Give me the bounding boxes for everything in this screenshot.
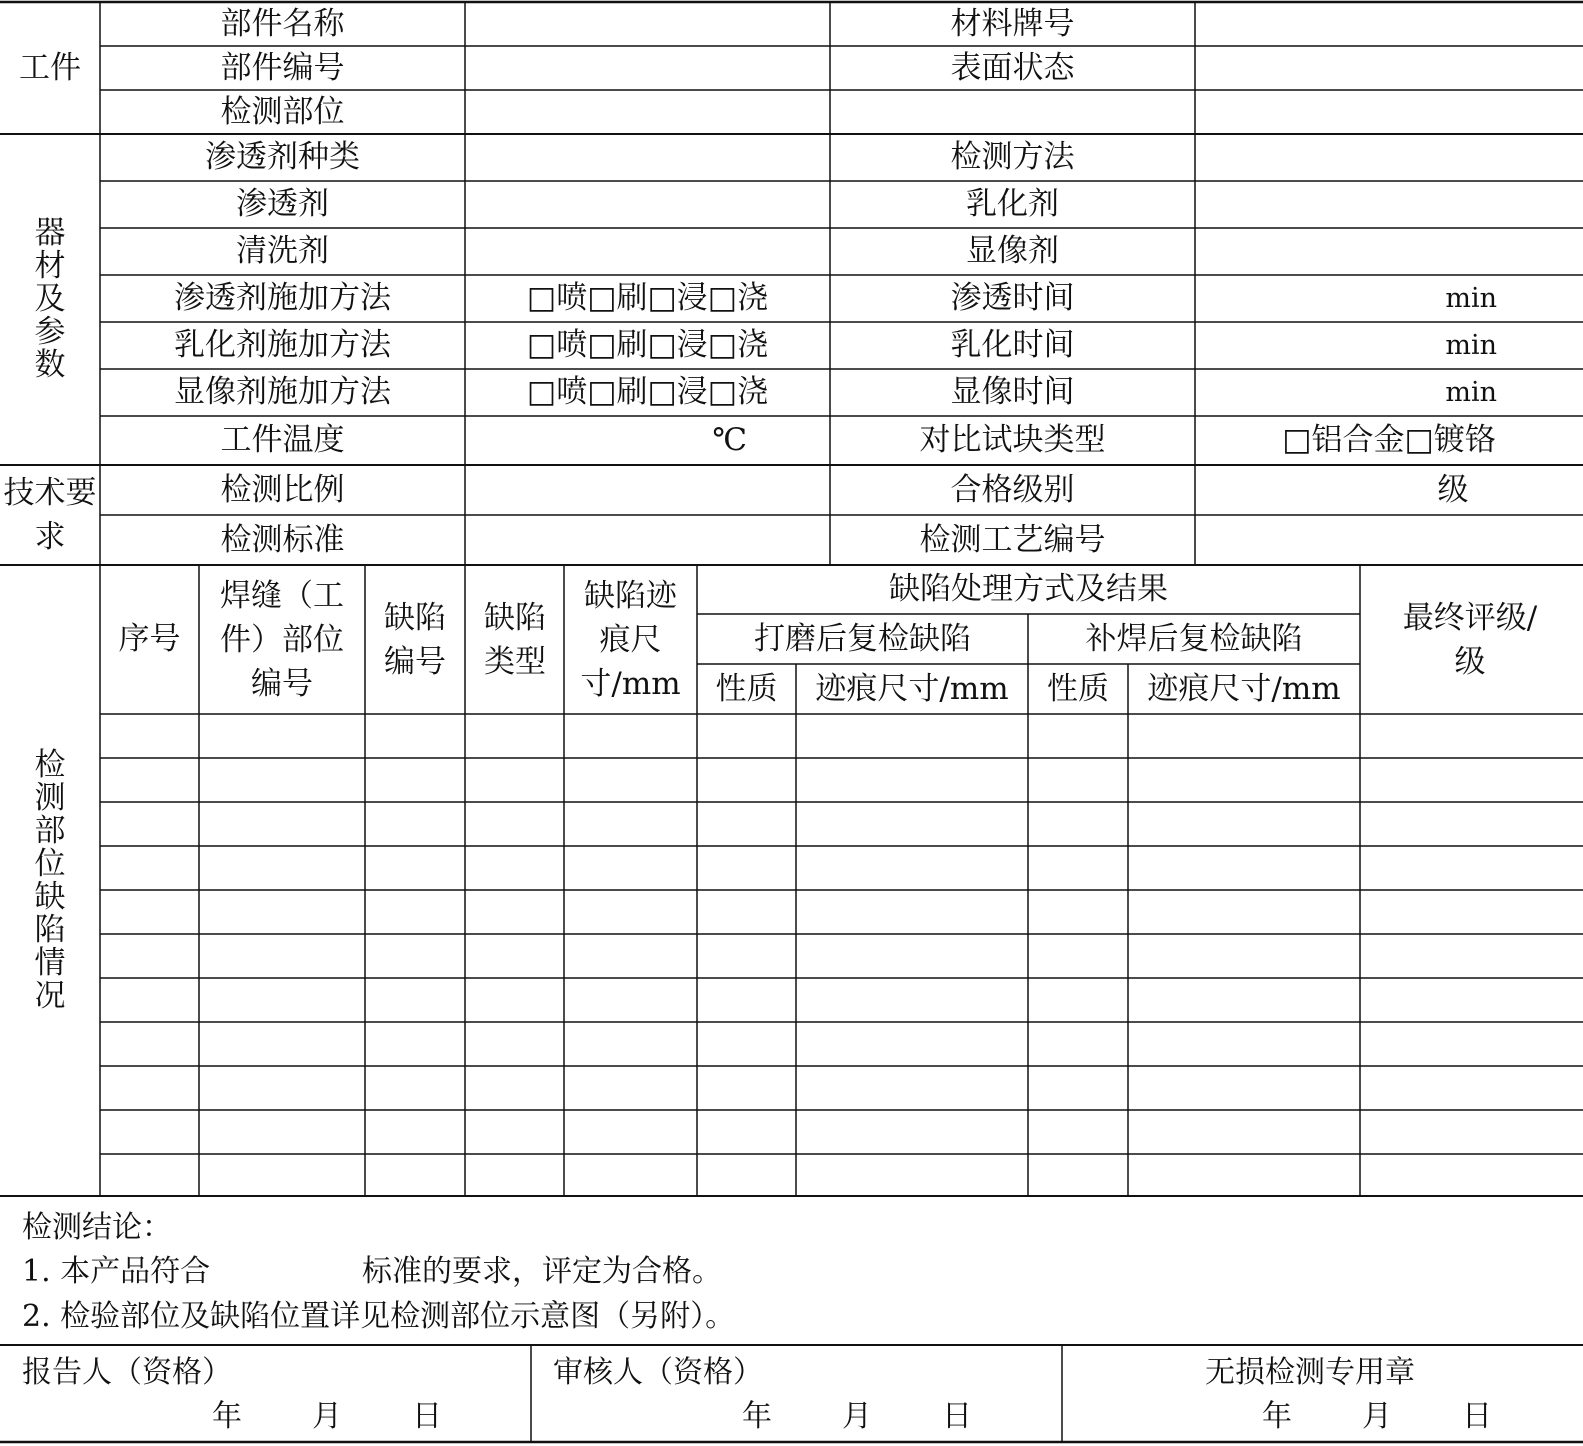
- penetrant-value[interactable]: [465, 181, 830, 228]
- standard-value[interactable]: [465, 515, 830, 565]
- reviewer-month: 月: [842, 1399, 872, 1434]
- label-develop-time: 显像时间: [950, 374, 1075, 411]
- test-method-value[interactable]: [1195, 134, 1583, 181]
- penetration-time-unit: min: [1445, 282, 1497, 314]
- reviewer-day: 日: [942, 1399, 972, 1434]
- reviewer-label: 审核人（资格）: [553, 1355, 763, 1390]
- conclusion-line1-start: 1. 本产品符合: [22, 1254, 211, 1289]
- label-developer-apply: 显像剂施加方法: [174, 374, 391, 411]
- section-workpiece: 工件: [19, 49, 81, 86]
- emulsifier-apply-options[interactable]: □喷□刷□浸□浇: [526, 327, 769, 364]
- reviewer-year: 年: [742, 1399, 772, 1434]
- label-test-method: 检测方法: [950, 139, 1075, 176]
- penetrant-type-value[interactable]: [465, 134, 830, 181]
- col-header-seq: 序号: [118, 621, 181, 658]
- col-header-nature-2: 性质: [1047, 670, 1109, 707]
- cleaner-value[interactable]: [465, 228, 830, 275]
- col-header-treatment: 缺陷处理方式及结果: [889, 571, 1168, 608]
- conclusion-title: 检测结论：: [22, 1210, 172, 1245]
- label-cleaner: 清洗剂: [236, 233, 329, 270]
- col-header-defect-no: 缺陷编号: [384, 599, 446, 680]
- conclusion-line2: 2. 检验部位及缺陷位置详见检测部位示意图（另附）。: [22, 1299, 736, 1334]
- ratio-value[interactable]: [465, 465, 830, 515]
- reporter-day: 日: [412, 1399, 442, 1434]
- stamp-day: 日: [1462, 1399, 1492, 1434]
- label-acceptance-level: 合格级别: [950, 471, 1075, 508]
- col-header-trace-1: 迹痕尺寸/mm: [815, 670, 1009, 707]
- reporter-year: 年: [212, 1399, 242, 1434]
- label-procedure-no: 检测工艺编号: [919, 521, 1106, 558]
- label-ref-block-type: 对比试块类型: [919, 422, 1106, 459]
- label-surface-state: 表面状态: [950, 49, 1075, 86]
- emulsifier-value[interactable]: [1195, 181, 1583, 228]
- developer-apply-options[interactable]: □喷□刷□浸□浇: [526, 374, 769, 411]
- col-header-final-grade: 最终评级/级: [1402, 599, 1538, 680]
- section-requirements: 技术要求: [3, 475, 97, 555]
- label-penetrant: 渗透剂: [236, 186, 329, 223]
- conclusion-standard-blank[interactable]: [228, 1255, 358, 1291]
- label-inspection-site: 检测部位: [220, 93, 345, 130]
- emulsify-time-unit: min: [1445, 329, 1497, 361]
- inspection-site-value[interactable]: [465, 90, 1583, 134]
- ref-block-options[interactable]: □铝合金□镀铬: [1282, 422, 1496, 459]
- col-header-after-repair: 补焊后复检缺陷: [1085, 620, 1303, 657]
- defect-rows-area[interactable]: [100, 714, 1583, 1196]
- label-emulsify-time: 乳化时间: [950, 327, 1075, 364]
- surface-state-value[interactable]: [1195, 46, 1583, 90]
- label-emulsifier-apply: 乳化剂施加方法: [174, 327, 391, 364]
- label-penetrant-apply: 渗透剂施加方法: [174, 280, 391, 317]
- acceptance-level-unit: 级: [1437, 471, 1469, 508]
- label-ratio: 检测比例: [220, 471, 345, 508]
- stamp-label: 无损检测专用章: [1205, 1355, 1415, 1390]
- col-header-defect-type: 缺陷类型: [484, 599, 546, 680]
- reporter-month: 月: [312, 1399, 342, 1434]
- work-temp-unit: ℃: [712, 422, 747, 459]
- label-emulsifier: 乳化剂: [966, 186, 1059, 223]
- col-header-trace-2: 迹痕尺寸/mm: [1147, 670, 1341, 707]
- label-standard: 检测标准: [220, 521, 345, 558]
- section-defects: 检 测 部 位 缺 陷 情 况: [34, 746, 66, 1014]
- label-part-name: 部件名称: [220, 5, 345, 42]
- stamp-month: 月: [1362, 1399, 1392, 1434]
- label-work-temp: 工件温度: [220, 422, 345, 459]
- part-number-value[interactable]: [465, 46, 830, 90]
- conclusion-line1-end: 标准的要求，评定为合格。: [362, 1254, 722, 1289]
- col-header-trace-size: 缺陷迹痕尺寸/mm: [580, 577, 681, 702]
- reporter-label: 报告人（资格）: [22, 1355, 232, 1390]
- developer-value[interactable]: [1195, 228, 1583, 275]
- label-part-number: 部件编号: [220, 49, 345, 86]
- develop-time-unit: min: [1445, 376, 1497, 408]
- part-name-value[interactable]: [465, 2, 830, 46]
- stamp-year: 年: [1262, 1399, 1292, 1434]
- label-material-grade: 材料牌号: [950, 5, 1075, 42]
- label-developer: 显像剂: [966, 233, 1059, 270]
- label-penetration-time: 渗透时间: [950, 280, 1075, 317]
- section-equipment: 器 材 及 参 数: [34, 215, 66, 383]
- col-header-after-grind: 打磨后复检缺陷: [754, 620, 971, 657]
- label-penetrant-type: 渗透剂种类: [205, 139, 360, 176]
- penetrant-apply-options[interactable]: □喷□刷□浸□浇: [526, 280, 769, 317]
- material-grade-value[interactable]: [1195, 2, 1583, 46]
- col-header-weld-site: 焊缝（工件）部位编号: [220, 577, 344, 702]
- procedure-no-value[interactable]: [1195, 515, 1583, 565]
- col-header-nature-1: 性质: [715, 670, 778, 707]
